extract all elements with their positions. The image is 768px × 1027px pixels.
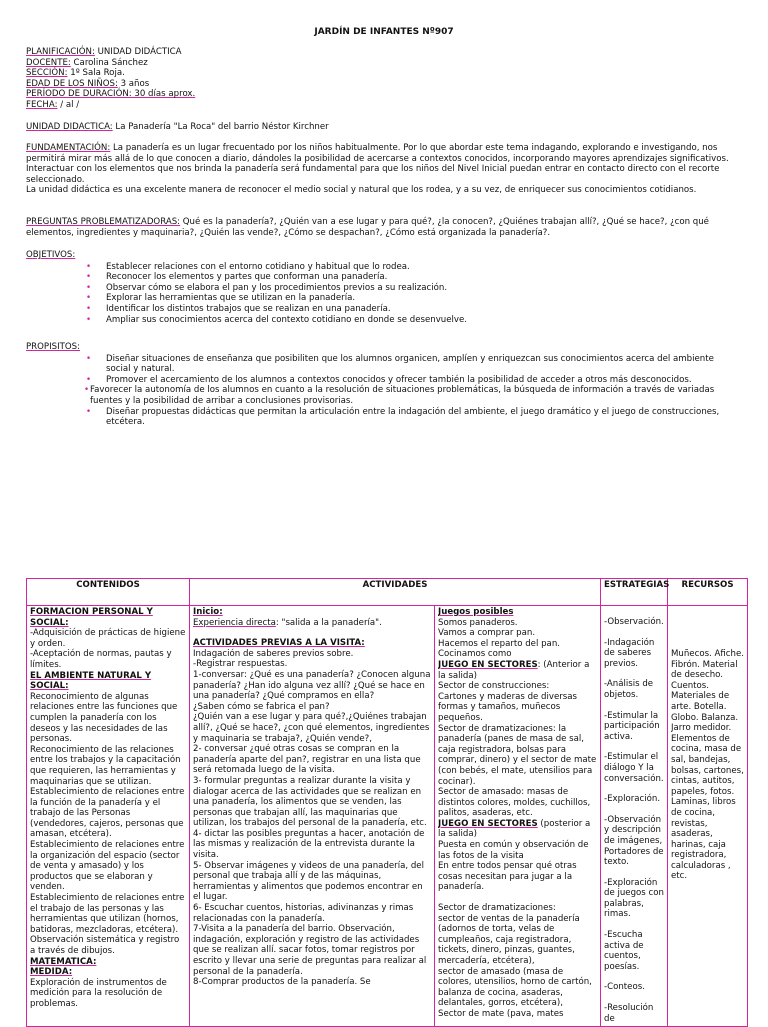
header-value: 3 años <box>117 78 150 89</box>
estrategia-item: -Observación. <box>604 617 664 627</box>
contenidos-heading: EL AMBIENTE NATURAL Y SOCIAL: <box>30 670 152 692</box>
juegos-heading-note: (posterior a la salida) <box>438 818 591 840</box>
header-label: PERÍODO DE DURACIÓN: <box>26 89 132 100</box>
estrategia-item: -Estimular el diálogo Y la conversación. <box>604 752 664 784</box>
contenidos-text: -Adquisición de prácticas de higiene y orden. <box>30 628 186 649</box>
list-item: • Establecer relaciones con el entorno cotidiano y habitual que lo rodea. <box>26 262 744 273</box>
contenidos-heading: MEDIDA: <box>30 967 73 978</box>
juegos-text: Sector de dramatizaciones: la panadería (panes de masa de sal, caja registradora, bolsas para comprar, dinero) y el sector de mate (con bebés, el mate, utensilios para cocinar). <box>438 723 597 787</box>
juegos-text: Cocinamos como <box>438 649 512 660</box>
objetivos-section <box>26 250 744 325</box>
contenidos-text: Establecimiento de relaciones entre la función de la panadería y el trabajo de las Personas (vendedores, cajeros, personas que amasan, etcétera). <box>30 787 185 840</box>
header-value: Carolina Sánchez <box>70 57 148 68</box>
juegos-heading-note: : (Anterior a la salida) <box>438 659 590 681</box>
actividades-text: 3- formular preguntas a realizar durante la visita y dialogar acerca de las actividades que se realizan en una panadería, los alimentos que se venden, las personas que trabajan allí, las maquinarias que utilizan, los trabajos del personal de la panadería, etc. <box>193 775 427 829</box>
juegos-text: Cartones y maderas de diversas formas y tamaños, muñecos pequeños. <box>438 691 578 723</box>
actividades-text: -Registrar respuestas. <box>193 659 288 670</box>
estrategia-item: -Escucha activa de cuentos, poesías. <box>604 930 644 972</box>
actividades-text: 7-Visita a la panadería del barrio. Observación, indagación, exploración y registro de las actividades que se realizan allí. sacar fotos, tomar registros por escrito y llevar una serie de preguntas para realizar al personal de la panadería. <box>193 924 427 977</box>
header-value: 30 días aprox. <box>131 89 196 100</box>
list-item: • Reconocer los elementos y partes que conforman una panadería. <box>26 272 744 283</box>
juegos-heading: JUEGO EN SECTORES <box>438 659 538 670</box>
estrategia-item: -Conteos. <box>604 982 645 993</box>
unidad-label: UNIDAD DIDACTICA: <box>26 122 113 132</box>
estrategia-item: -Estimular la participación activa. <box>604 710 660 742</box>
list-item: • Favorecer la autonomía de los alumnos en cuanto a la resolución de situaciones problemáticas, la búsqueda de información a través de variadas fuentes y la posibilidad de arribar a conclusiones provisorias. <box>26 385 744 406</box>
objetivos-label: OBJETIVOS: <box>26 250 76 260</box>
fundamentacion-p2: Interactuar con los elementos que nos brinda la panadería será fundamental para que los niños del Nivel Inicial puedan entrar en contacto directo con el recorte seleccionado. <box>26 164 720 185</box>
contenidos-heading: FORMACIÓN PERSONAL Y SOCIAL: <box>30 607 153 628</box>
fundamentacion-section <box>26 143 744 196</box>
list-item: • Promover el acercamiento de los alumnos a contextos conocidos y ofrecer también la posibilidad de acceder a otros más desconocidos. <box>26 375 744 386</box>
table-row <box>27 606 748 1027</box>
header-row <box>26 89 746 100</box>
experiencia-label: Experiencia directa <box>193 617 276 628</box>
juegos-text: Hacemos el reparto del pan. <box>438 638 560 649</box>
cell-actividades <box>190 606 435 1027</box>
juegos-text: Sector de dramatizaciones: <box>438 903 556 914</box>
header-row <box>26 79 746 90</box>
contenidos-text: Exploración de instrumentos de medición para la resolución de problemas. <box>30 977 167 1009</box>
fundamentacion-label: FUNDAMENTACIÓN: <box>26 143 111 153</box>
header-row <box>26 58 746 69</box>
juegos-text: Sector de mate (pava, mates <box>438 1008 564 1019</box>
estrategia-item: -Exploración de juegos con palabras, rimas. <box>604 877 664 920</box>
estrategia-item: -Observación y descripción de imágenes, Portadores de texto. <box>604 814 664 868</box>
actividades-text <box>193 618 431 629</box>
actividades-heading: Inicio: <box>193 607 223 617</box>
fundamentacion-p1 <box>26 143 744 164</box>
actividades-text: 1-conversar: ¿Qué es una panadería? ¿Conocen alguna panadería? ¿Han ido alguna vez allí? ¿Qué se hace en una panadería? ¿Qué compramos en ella? <box>193 669 431 702</box>
estrategia-item: -Análisis de objetos. <box>604 679 654 700</box>
header-row <box>26 47 746 58</box>
list-item: • Diseñar situaciones de enseñanza que posibiliten que los alumnos organicen, amplíen y enriquezcan sus conocimientos acerca del ambiente social y natural. <box>26 354 744 375</box>
table-header-row <box>27 579 748 606</box>
juegos-heading: JUEGO EN SECTORES <box>438 818 538 829</box>
header-value: / al / <box>57 99 80 110</box>
contenidos-text: Observación sistemática y registro a través de dibujos. <box>30 935 180 956</box>
actividades-text: 4- dictar las posibles preguntas a hacer, anotación de las mismas y realización de la entrevista durante la visita. <box>193 828 425 861</box>
juegos-text: sector de amasado (masa de colores, utensilios, horno de cartón, balanza de cocina, asaderas, delantales, gorros, etcétera), <box>438 966 592 1009</box>
header-label: EDAD DE LOS NIÑOS: <box>26 78 118 89</box>
estrategia-item: -Indagación de saberes previos. <box>604 637 655 669</box>
propositos-list <box>26 354 744 428</box>
header-value: 1º Sala Roja. <box>67 68 125 79</box>
header-value: UNIDAD DIDÁCTICA <box>94 47 182 57</box>
list-item: • Diseñar propuestas didácticas que permitan la articulación entre la indagación del ambiente, el juego dramático y el juego de construcciones, etcétera. <box>26 407 744 428</box>
contenidos-text: -Aceptación de normas, pautas y límites. <box>30 649 172 670</box>
juegos-heading: Juegos posibles <box>438 607 514 617</box>
juegos-text: Puesta en común y observación de las fotos de la visita <box>438 840 589 861</box>
juegos-text: En entre todos pensar qué otras cosas necesitan para jugar a la panadería. <box>438 861 577 893</box>
header-label: SECCIÓN: <box>26 68 68 79</box>
estrategia-item: -Exploración. <box>604 794 661 805</box>
contenidos-text: Establecimiento de relaciones entre la organización del espacio (sector de venta y amasado) y los productos que se elaboran y venden. <box>30 840 185 893</box>
experiencia-value: : "salida a la panadería". <box>275 617 382 628</box>
list-item: • Ampliar sus conocimientos acerca del contexto cotidiano en donde se desenvuelve. <box>26 315 744 326</box>
juegos-text: Vamos a comprar pan. <box>438 628 536 639</box>
contenidos-text: Reconocimiento de las relaciones entre los trabajos y la capacitación que requieren, las herramientas y maquinarias que se utilizan. <box>30 744 181 787</box>
cell-juegos <box>435 606 601 1027</box>
actividades-text: Indagación de saberes previos sobre. <box>193 648 354 659</box>
actividades-text: ¿Quién van a ese lugar y para qué?,¿Quiénes trabajan allí?, ¿Qué se hace?, ¿con qué elementos, ingredientes y maquinaria se trabaja?, ¿Quién vende?, <box>193 712 430 744</box>
preguntas-section <box>26 217 744 238</box>
unidad-value: La Panadería "La Roca" del barrio Néstor Kirchner <box>112 122 329 132</box>
planning-table <box>26 578 748 1027</box>
list-item: • Identificar los distintos trabajos que se realizan en una panadería. <box>26 304 744 315</box>
cell-estrategias <box>601 606 668 1027</box>
recursos-text: Muñecos. Afiche. Fibrón. Material de desecho. Cuentos. Materiales de arte. Botella. Globo. Balanza. Jarro medidor. Elementos de cocina, masa de sal, bandejas, bolsas, cartones, cintas, autitos, papeles, fotos. Laminas, libros de cocina, revistas, asaderas, harinas, caja registradora, calculadoras , etc. <box>671 649 744 882</box>
unidad-section <box>26 122 744 133</box>
actividades-text: 8-Comprar productos de la panadería. Se <box>193 977 371 988</box>
header-row <box>26 100 746 111</box>
juegos-text <box>438 660 597 681</box>
fundamentacion-p3: La unidad didáctica es una excelente manera de reconocer el medio social y natural que los rodea, y a su vez, de enriquecer sus conocimientos cotidianos. <box>26 185 697 196</box>
header-label: PLANIFICACIÓN: <box>26 47 95 57</box>
juegos-text: Sector de construcciones: <box>438 681 550 692</box>
preguntas-label: PREGUNTAS PROBLEMATIZADORAS: <box>26 217 181 227</box>
page-title: JARDÍN DE INFANTES Nº907 <box>314 27 454 37</box>
propositos-section <box>26 342 744 428</box>
actividades-text: 6- Escuchar cuentos, historias, adivinanzas y rimas relacionadas con la panadería. <box>193 903 414 924</box>
header-recursos: RECURSOS <box>668 579 748 606</box>
fundamentacion-text: La panadería es un lugar frecuentado por los niños habitualmente. Por lo que abordar este tema indagando, explorando e investigando, nos permitirá mirar más allá de lo que conocen a diario, dándoles la posibilidad de acercarse a contextos conocidos, incorporando mayores aprendizajes significativos. <box>26 143 729 164</box>
cell-recursos <box>668 606 748 1027</box>
header-block <box>26 47 746 111</box>
contenidos-heading: MATEMATICA: <box>30 956 97 967</box>
actividades-heading: ACTIVIDADES PREVIAS A LA VISITA: <box>193 638 365 649</box>
cell-contenidos <box>27 606 190 1027</box>
actividades-text: 2- conversar ¿qué otras cosas se compran en la panadería aparte del pan?, registrar en una lista que será retomada luego de la visita. <box>193 744 421 776</box>
preguntas-text: Qué es la panadería?, ¿Quién van a ese lugar y para qué?, ¿la conocen?, ¿Quiénes trabajan allí?, ¿Qué se hace?, ¿con qué elementos, ingredientes y maquinaria?, ¿Quién las vende?, ¿Cómo se despachan?, ¿Cómo está organizada la panadería?. <box>26 217 709 238</box>
header-label: DOCENTE: <box>26 57 71 68</box>
juegos-text: Sector de amasado: masas de distintos colores, moldes, cuchillos, palitos, asaderas, etc. <box>438 787 591 819</box>
header-estrategias: ESTRATEGIAS <box>601 579 668 606</box>
juegos-text: Somos panaderos. <box>438 617 518 628</box>
header-actividades: ACTIVIDADES <box>190 579 601 606</box>
header-label: FECHA: <box>26 99 58 110</box>
header-contenidos: CONTENIDOS <box>27 579 190 606</box>
actividades-text: ¿Saben cómo se fabrica el pan? <box>193 701 330 712</box>
header-row <box>26 68 746 79</box>
list-item: • Explorar las herramientas que se utilizan en la panadería. <box>26 293 744 304</box>
list-item: • Observar cómo se elabora el pan y los procedimientos previos a su realización. <box>26 283 744 294</box>
estrategia-item: -Resolución de <box>604 1003 654 1024</box>
propositos-label: PROPISITOS: <box>26 342 80 352</box>
juegos-text: sector de ventas de la panadería (adornos de torta, velas de cumpleaños, caja registradora, tickets, dinero, pinzas, guantes, mercadería, etcétera), <box>438 913 580 966</box>
contenidos-text: Reconocimiento de algunas relaciones entre las funciones que cumplen la panadería con los deseos y las necesidades de las personas. <box>30 691 178 745</box>
objetivos-list <box>26 262 744 326</box>
actividades-text: 5- Observar imágenes y videos de una panadería, del personal que trabaja allí y de las máquinas, herramientas y alimentos que podemos encontrar en el lugar. <box>193 860 424 903</box>
contenidos-text: Establecimiento de relaciones entre el trabajo de las personas y las herramientas que utilizan (hornos, batidoras, mezcladoras, etcétera). <box>30 893 185 935</box>
juegos-text <box>438 819 597 840</box>
